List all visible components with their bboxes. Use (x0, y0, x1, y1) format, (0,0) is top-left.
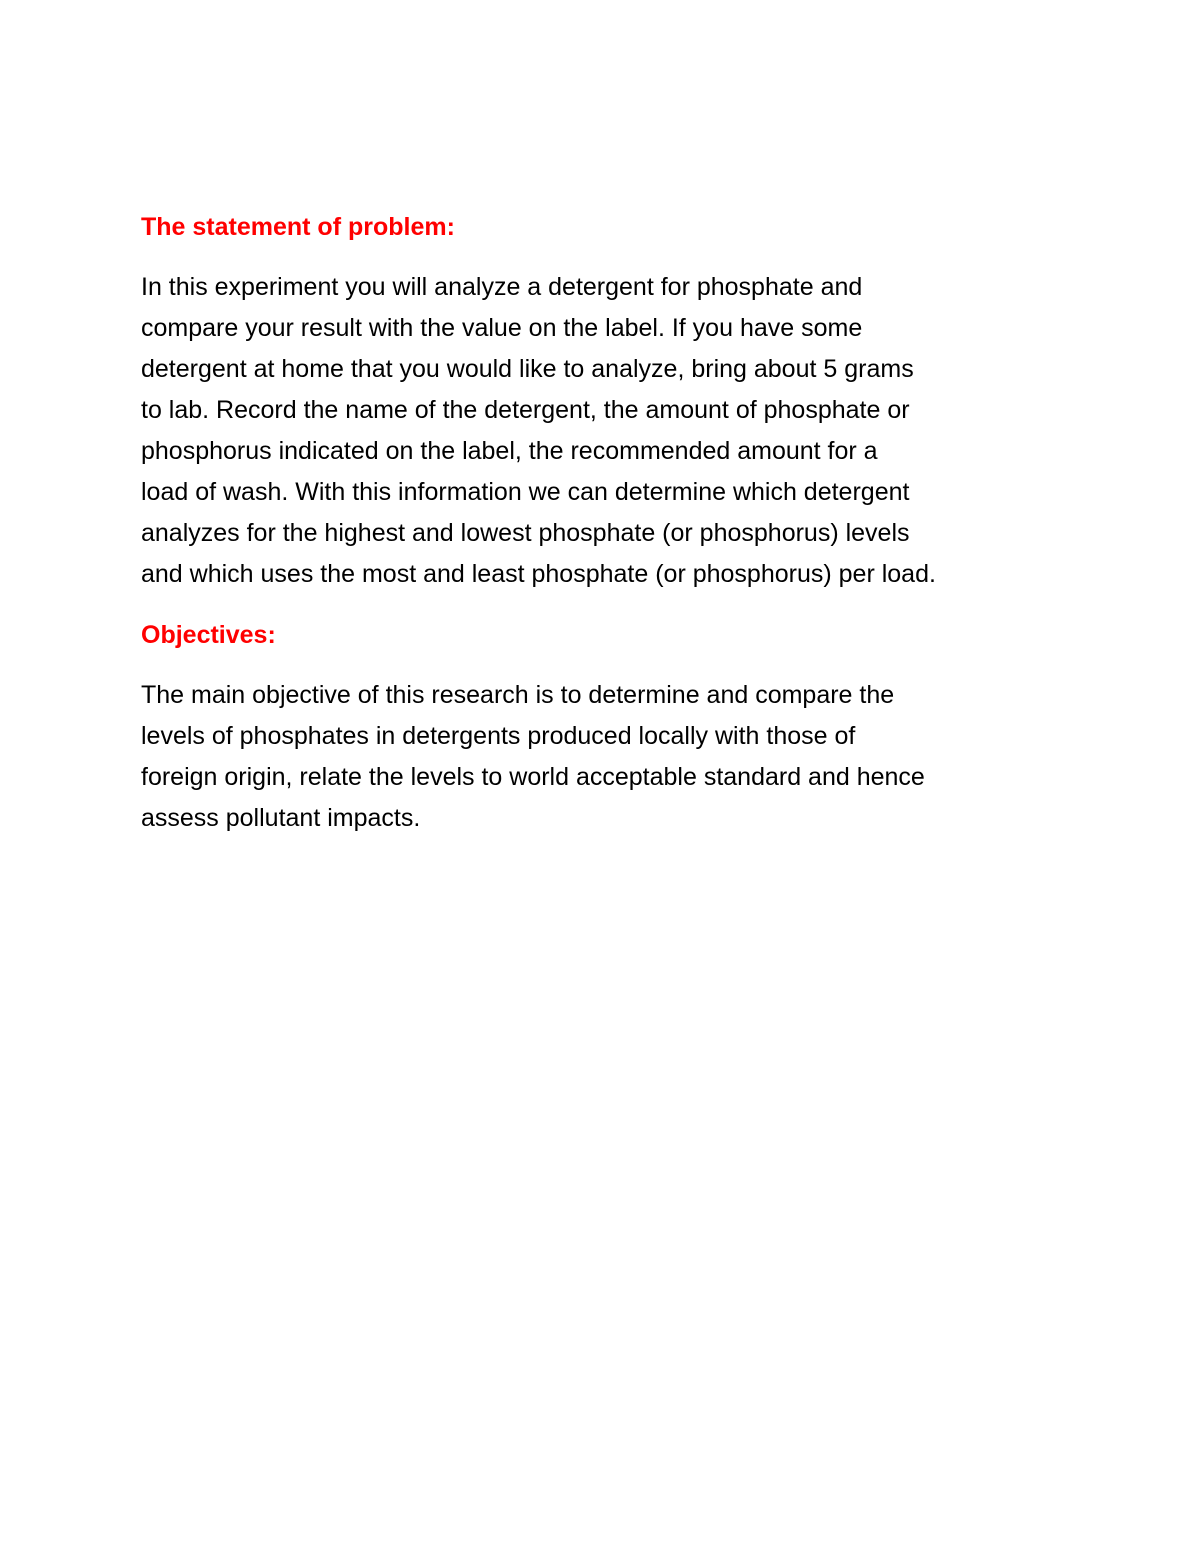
problem-statement-heading: The statement of problem: (141, 213, 455, 241)
text-line: assess pollutant impacts. (141, 804, 421, 832)
text-line: foreign origin, relate the levels to world acceptable standard and hence (141, 763, 925, 791)
text-line: In this experiment you will analyze a detergent for phosphate and (141, 273, 863, 301)
problem-statement-paragraph (141, 267, 1071, 595)
text-line: load of wash. With this information we can determine which detergent (141, 478, 910, 506)
text-line: compare your result with the value on the label. If you have some (141, 314, 863, 342)
text-line: phosphorus indicated on the label, the recommended amount for a (141, 437, 878, 465)
document-content (141, 207, 1071, 859)
text-line: detergent at home that you would like to analyze, bring about 5 grams (141, 355, 914, 383)
text-line: The main objective of this research is to determine and compare the (141, 681, 895, 709)
objectives-paragraph (141, 675, 1071, 839)
objectives-heading: Objectives: (141, 621, 276, 649)
text-line: to lab. Record the name of the detergent, the amount of phosphate or (141, 396, 910, 424)
text-line: levels of phosphates in detergents produced locally with those of (141, 722, 856, 750)
text-line: analyzes for the highest and lowest phosphate (or phosphorus) levels (141, 519, 910, 547)
text-line: and which uses the most and least phosphate (or phosphorus) per load. (141, 560, 936, 588)
